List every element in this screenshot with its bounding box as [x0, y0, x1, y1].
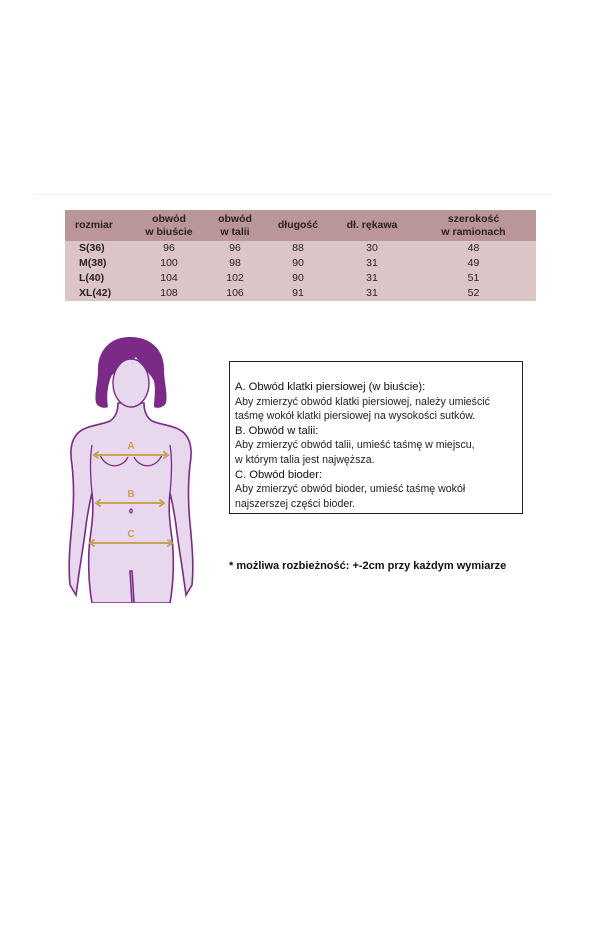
waist-text-line: w którym talia jest najwęższa. [235, 453, 375, 466]
face [113, 359, 149, 407]
label-a: A [127, 441, 135, 452]
table-row [65, 286, 536, 301]
table-row [65, 271, 536, 286]
table-cell: 90 [263, 271, 333, 286]
table-cell: 91 [263, 286, 333, 301]
table-cell: 30 [333, 241, 411, 256]
bust-text-line: taśmę wokół klatki piersiowej na wysokości sutków. [235, 410, 476, 423]
table-cell-size: XL(42) [65, 286, 131, 301]
table-cell-size: M(38) [65, 256, 131, 271]
table-cell: 31 [333, 271, 411, 286]
hips-heading: C. Obwód bioder: [235, 468, 323, 481]
table-cell: 52 [411, 286, 536, 301]
table-cell: 96 [131, 241, 207, 256]
hips-text-line: Aby zmierzyć obwód bioder, umieść taśmę wokół [235, 483, 466, 496]
header-sleeve: dł. rękawa [333, 210, 411, 241]
table-cell: 90 [263, 256, 333, 271]
table-cell: 31 [333, 286, 411, 301]
header-length: długość [263, 210, 333, 241]
label-c: C [127, 529, 135, 540]
header-bust: obwód w biuście [131, 210, 207, 241]
table-cell: 51 [411, 271, 536, 286]
table-row [65, 241, 536, 256]
measurement-instructions-box [229, 361, 523, 514]
table-cell-size: L(40) [65, 271, 131, 286]
waist-text-line: Aby zmierzyć obwód talii, umieść taśmę w miejscu, [235, 439, 475, 452]
table-cell: 31 [333, 256, 411, 271]
table-cell: 96 [207, 241, 263, 256]
bust-text-line: Aby zmierzyć obwód klatki piersiowej, należy umieścić [235, 395, 490, 408]
bust-heading: A. Obwód klatki piersiowej (w biuście): [235, 381, 426, 393]
table-cell: 108 [131, 286, 207, 301]
table-cell: 106 [207, 286, 263, 301]
top-divider [35, 194, 552, 195]
size-table [65, 210, 536, 301]
table-cell: 98 [207, 256, 263, 271]
table-row [65, 256, 536, 271]
table-cell: 104 [131, 271, 207, 286]
table-cell-size: S(36) [65, 241, 131, 256]
table-cell: 49 [411, 256, 536, 271]
header-waist: obwód w talii [207, 210, 263, 241]
measurement-tolerance-note: * możliwa rozbieżność: +-2cm przy każdym wymiarze [229, 560, 507, 572]
label-b: B [127, 489, 135, 500]
header-shoulder-width: szerokość w ramionach [411, 210, 536, 241]
female-silhouette-icon [60, 333, 200, 603]
table-cell: 48 [411, 241, 536, 256]
body-measurement-figure [60, 333, 200, 603]
table-cell: 100 [131, 256, 207, 271]
waist-heading: B. Obwód w talii: [235, 424, 319, 437]
hips-text-line: najszerszej części bioder. [235, 497, 356, 510]
header-size: rozmiar [65, 210, 131, 241]
table-cell: 88 [263, 241, 333, 256]
table-cell: 102 [207, 271, 263, 286]
size-table-header-row [65, 210, 536, 241]
